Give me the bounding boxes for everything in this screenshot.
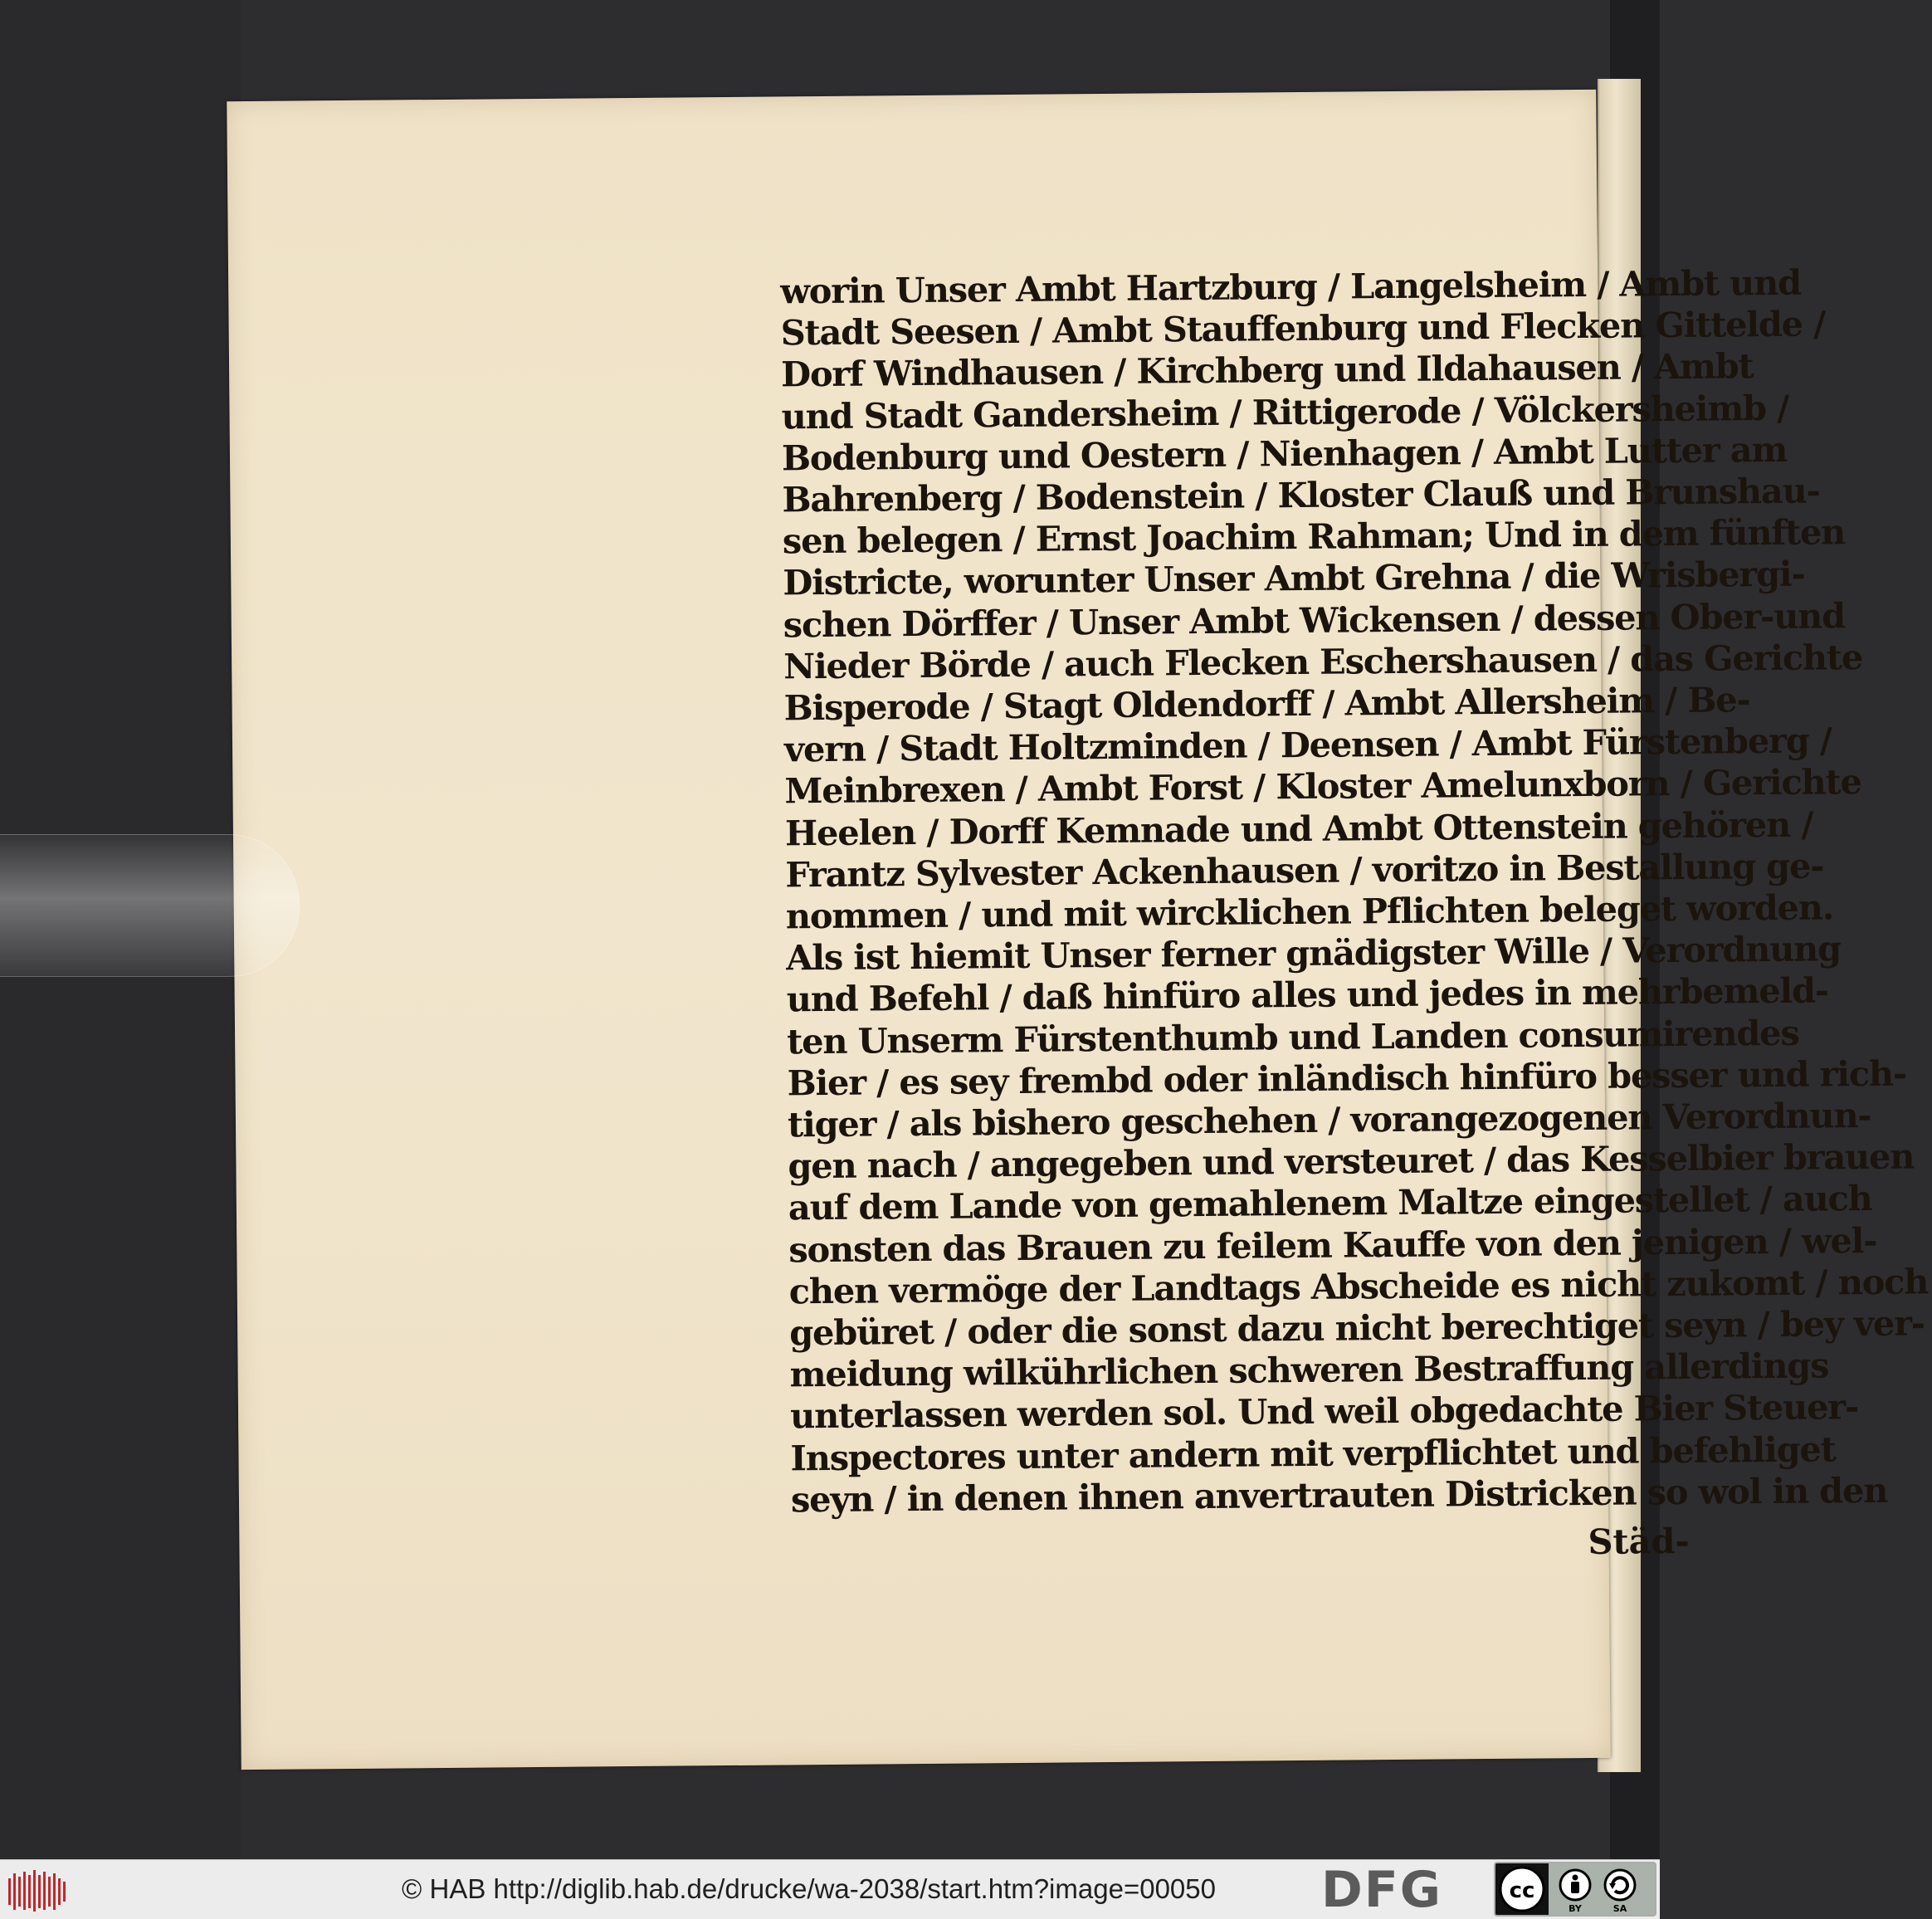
- text-line: Nieder Börde / auch Flecken Eschershausen / das Gerichte: [783, 636, 1863, 687]
- text-line: und Stadt Gandersheim / Rittigerode / Völckersheimb /: [781, 387, 1789, 437]
- text-line: auf dem Lande von gemahlenem Maltze eingestellet / auch: [788, 1178, 1872, 1228]
- text-line: Inspectores unter andern mit verpflichtet und befehliget: [790, 1428, 1836, 1479]
- svg-text:cc: cc: [1509, 1878, 1535, 1903]
- text-line: Bahrenberg / Bodenstein / Kloster Clauß und Brunshau-: [782, 470, 1820, 520]
- text-line: unterlassen werden sol. Und weil obgedachte Bier Steuer-: [789, 1386, 1859, 1437]
- text-line: Districte, worunter Unser Ambt Grehna / die Wrisbergi-: [783, 554, 1805, 603]
- text-line: Heelen / Dorff Kemnade und Ambt Ottenstein gehören /: [784, 803, 1813, 854]
- copyright-link[interactable]: © HAB http://diglib.hab.de/drucke/wa-2038/start.htm?image=00050: [402, 1873, 1216, 1904]
- text-line: sonsten das Brauen zu feilem Kauffe von den jenigen / wel-: [788, 1219, 1877, 1271]
- text-line: sen belegen / Ernst Joachim Rahman; Und in dem fünften: [782, 511, 1846, 562]
- page-text-block: [780, 261, 1929, 1521]
- svg-text:BY: BY: [1569, 1903, 1582, 1914]
- text-line: seyn / in denen ihnen anvertrauten Districken so wol in den: [790, 1469, 1888, 1521]
- page-clamp: [0, 834, 300, 977]
- text-line: chen vermöge der Landtags Abscheide es nicht zukomt / noch: [788, 1261, 1929, 1312]
- text-line: Meinbrexen / Ambt Forst / Kloster Amelunxborn / Gerichte: [784, 761, 1861, 812]
- hab-logo-icon: [7, 1870, 69, 1912]
- dfg-logo: DFG: [1321, 1861, 1443, 1919]
- text-line: Frantz Sylvester Ackenhausen / voritzo in Bestallung ge-: [785, 845, 1824, 896]
- text-line: vern / Stadt Holtzminden / Deensen / Ambt Fürstenberg /: [783, 720, 1832, 770]
- text-line: Bisperode / Stagt Oldendorff / Ambt Allersheim / Be-: [783, 679, 1750, 729]
- text-line: Als ist hiemit Unser ferner gnädigster Wille / Verordnung: [786, 928, 1842, 979]
- text-line: Bier / es sey frembd oder inländisch hinfüro besser und rich-: [787, 1052, 1907, 1104]
- footer-bar: [0, 1859, 1660, 1919]
- text-line: schen Dörffer / Unser Ambt Wickensen / dessen Ober-und: [783, 594, 1846, 646]
- text-line: gen nach / angegeben und versteuret / das Kesselbier brauen: [788, 1135, 1915, 1187]
- catchword: Städ-: [1588, 1520, 1690, 1562]
- svg-text:SA: SA: [1612, 1903, 1627, 1914]
- text-line: nommen / und mit wircklichen Pflichten beleget worden.: [785, 886, 1834, 937]
- text-line: tiger / als bishero geschehen / vorangezogenen Verordnun-: [787, 1095, 1871, 1145]
- book-page: [227, 90, 1929, 1770]
- text-line: Dorf Windhausen / Kirchberg und Ildahausen / Ambt: [780, 345, 1754, 395]
- text-line: gebüret / oder die sonst dazu nicht berechtiget seyn / bey ver-: [789, 1302, 1925, 1354]
- text-line: Bodenburg und Oestern / Nienhagen / Ambt Lutter am: [781, 428, 1788, 479]
- text-line: Stadt Seesen / Ambt Stauffenburg und Flecken Gittelde /: [780, 303, 1826, 354]
- text-line: ten Unserm Fürstenthumb und Landen consumirendes: [786, 1012, 1799, 1062]
- text-line: und Befehl / daß hinfüro alles und jedes in mehrbemeld-: [786, 969, 1829, 1020]
- cc-by-sa-icon[interactable]: [1494, 1862, 1656, 1917]
- text-line: worin Unser Ambt Hartzburg / Langelsheim / Ambt und: [780, 261, 1802, 312]
- text-line: meidung wilkührlichen schweren Bestraffung allerdings: [789, 1345, 1829, 1395]
